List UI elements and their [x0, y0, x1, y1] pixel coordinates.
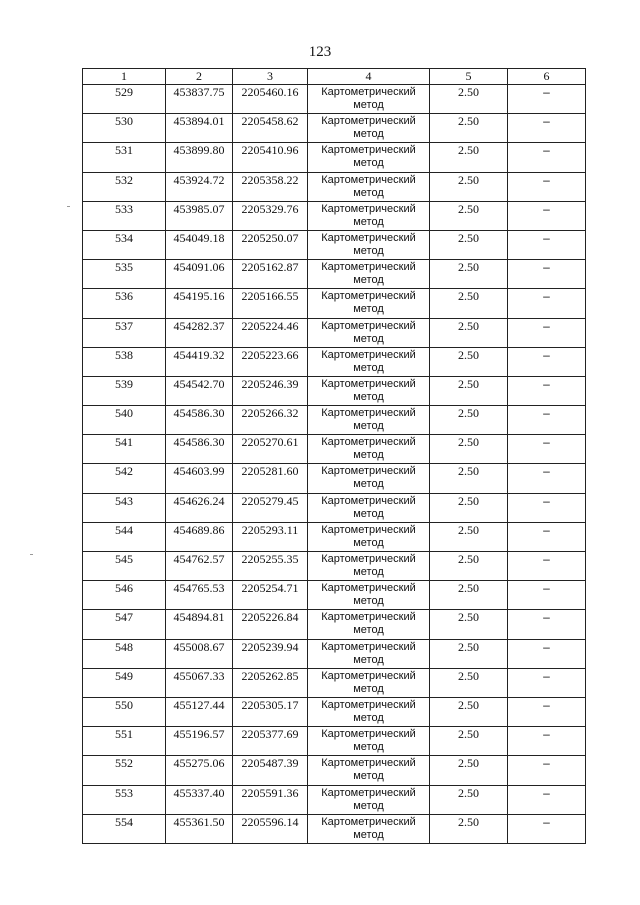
point-number-cell: 529	[83, 85, 166, 114]
point-number-cell: 551	[83, 727, 166, 756]
y-coordinate-cell: 2205410.96	[233, 143, 308, 172]
accuracy-cell: 2.50	[430, 143, 508, 172]
x-coordinate-cell: 454626.24	[166, 493, 233, 522]
method-cell: Картометрический метод	[308, 727, 430, 756]
x-coordinate-cell: 453924.72	[166, 172, 233, 201]
table-row	[83, 727, 586, 756]
x-coordinate-cell: 454195.16	[166, 289, 233, 318]
note-cell: –	[508, 201, 586, 230]
accuracy-cell: 2.50	[430, 639, 508, 668]
table-row	[83, 406, 586, 435]
note-cell: –	[508, 668, 586, 697]
note-cell: –	[508, 143, 586, 172]
table-row	[83, 318, 586, 347]
y-coordinate-cell: 2205460.16	[233, 85, 308, 114]
note-cell: –	[508, 347, 586, 376]
column-header: 1	[83, 69, 166, 85]
note-cell: –	[508, 114, 586, 143]
table-row	[83, 668, 586, 697]
y-coordinate-cell: 2205223.66	[233, 347, 308, 376]
method-cell: Картометрический метод	[308, 435, 430, 464]
note-cell: –	[508, 260, 586, 289]
accuracy-cell: 2.50	[430, 464, 508, 493]
scan-mark	[67, 206, 70, 207]
y-coordinate-cell: 2205255.35	[233, 552, 308, 581]
note-cell: –	[508, 85, 586, 114]
table-row	[83, 230, 586, 259]
note-cell: –	[508, 172, 586, 201]
y-coordinate-cell: 2205166.55	[233, 289, 308, 318]
table-row	[83, 756, 586, 785]
table-body	[83, 85, 586, 844]
method-cell: Картометрический метод	[308, 172, 430, 201]
point-number-cell: 538	[83, 347, 166, 376]
accuracy-cell: 2.50	[430, 552, 508, 581]
accuracy-cell: 2.50	[430, 201, 508, 230]
accuracy-cell: 2.50	[430, 376, 508, 405]
table-row	[83, 260, 586, 289]
point-number-cell: 542	[83, 464, 166, 493]
y-coordinate-cell: 2205270.61	[233, 435, 308, 464]
table-row	[83, 435, 586, 464]
y-coordinate-cell: 2205458.62	[233, 114, 308, 143]
accuracy-cell: 2.50	[430, 610, 508, 639]
table-row	[83, 552, 586, 581]
note-cell: –	[508, 464, 586, 493]
method-cell: Картометрический метод	[308, 493, 430, 522]
y-coordinate-cell: 2205250.07	[233, 230, 308, 259]
note-cell: –	[508, 552, 586, 581]
y-coordinate-cell: 2205224.46	[233, 318, 308, 347]
method-cell: Картометрический метод	[308, 639, 430, 668]
point-number-cell: 533	[83, 201, 166, 230]
note-cell: –	[508, 376, 586, 405]
note-cell: –	[508, 406, 586, 435]
table-row	[83, 785, 586, 814]
x-coordinate-cell: 455008.67	[166, 639, 233, 668]
accuracy-cell: 2.50	[430, 668, 508, 697]
table-row	[83, 697, 586, 726]
note-cell: –	[508, 697, 586, 726]
page-number: 123	[308, 44, 332, 60]
point-number-cell: 536	[83, 289, 166, 318]
method-cell: Картометрический метод	[308, 347, 430, 376]
x-coordinate-cell: 454762.57	[166, 552, 233, 581]
note-cell: –	[508, 610, 586, 639]
point-number-cell: 541	[83, 435, 166, 464]
accuracy-cell: 2.50	[430, 230, 508, 259]
method-cell: Картометрический метод	[308, 668, 430, 697]
column-header: 3	[233, 69, 308, 85]
point-number-cell: 534	[83, 230, 166, 259]
point-number-cell: 546	[83, 581, 166, 610]
x-coordinate-cell: 453894.01	[166, 114, 233, 143]
point-number-cell: 543	[83, 493, 166, 522]
x-coordinate-cell: 454586.30	[166, 406, 233, 435]
accuracy-cell: 2.50	[430, 85, 508, 114]
note-cell: –	[508, 493, 586, 522]
note-cell: –	[508, 289, 586, 318]
y-coordinate-cell: 2205239.94	[233, 639, 308, 668]
table-row	[83, 201, 586, 230]
method-cell: Картометрический метод	[308, 376, 430, 405]
table-row	[83, 376, 586, 405]
x-coordinate-cell: 454894.81	[166, 610, 233, 639]
y-coordinate-cell: 2205226.84	[233, 610, 308, 639]
table-row	[83, 639, 586, 668]
y-coordinate-cell: 2205305.17	[233, 697, 308, 726]
method-cell: Картометрический метод	[308, 785, 430, 814]
y-coordinate-cell: 2205279.45	[233, 493, 308, 522]
point-number-cell: 553	[83, 785, 166, 814]
y-coordinate-cell: 2205358.22	[233, 172, 308, 201]
y-coordinate-cell: 2205329.76	[233, 201, 308, 230]
x-coordinate-cell: 453837.75	[166, 85, 233, 114]
method-cell: Картометрический метод	[308, 230, 430, 259]
accuracy-cell: 2.50	[430, 114, 508, 143]
accuracy-cell: 2.50	[430, 785, 508, 814]
y-coordinate-cell: 2205487.39	[233, 756, 308, 785]
y-coordinate-cell: 2205246.39	[233, 376, 308, 405]
note-cell: –	[508, 639, 586, 668]
table-header-row	[83, 69, 586, 85]
y-coordinate-cell: 2205254.71	[233, 581, 308, 610]
x-coordinate-cell: 453985.07	[166, 201, 233, 230]
point-number-cell: 550	[83, 697, 166, 726]
x-coordinate-cell: 455067.33	[166, 668, 233, 697]
method-cell: Картометрический метод	[308, 114, 430, 143]
method-cell: Картометрический метод	[308, 406, 430, 435]
table-row	[83, 522, 586, 551]
scan-mark	[30, 554, 33, 555]
table-row	[83, 581, 586, 610]
note-cell: –	[508, 435, 586, 464]
x-coordinate-cell: 454689.86	[166, 522, 233, 551]
accuracy-cell: 2.50	[430, 697, 508, 726]
column-header: 2	[166, 69, 233, 85]
point-number-cell: 547	[83, 610, 166, 639]
y-coordinate-cell: 2205591.36	[233, 785, 308, 814]
method-cell: Картометрический метод	[308, 201, 430, 230]
point-number-cell: 548	[83, 639, 166, 668]
accuracy-cell: 2.50	[430, 435, 508, 464]
column-header: 6	[508, 69, 586, 85]
point-number-cell: 549	[83, 668, 166, 697]
accuracy-cell: 2.50	[430, 814, 508, 843]
point-number-cell: 540	[83, 406, 166, 435]
table-row	[83, 289, 586, 318]
accuracy-cell: 2.50	[430, 347, 508, 376]
method-cell: Картометрический метод	[308, 581, 430, 610]
accuracy-cell: 2.50	[430, 289, 508, 318]
method-cell: Картометрический метод	[308, 697, 430, 726]
method-cell: Картометрический метод	[308, 289, 430, 318]
y-coordinate-cell: 2205293.11	[233, 522, 308, 551]
accuracy-cell: 2.50	[430, 260, 508, 289]
note-cell: –	[508, 522, 586, 551]
table-row	[83, 814, 586, 843]
note-cell: –	[508, 581, 586, 610]
point-number-cell: 530	[83, 114, 166, 143]
point-number-cell: 532	[83, 172, 166, 201]
point-number-cell: 539	[83, 376, 166, 405]
table-row	[83, 464, 586, 493]
accuracy-cell: 2.50	[430, 493, 508, 522]
x-coordinate-cell: 454282.37	[166, 318, 233, 347]
accuracy-cell: 2.50	[430, 406, 508, 435]
table-row	[83, 347, 586, 376]
point-number-cell: 552	[83, 756, 166, 785]
x-coordinate-cell: 454049.18	[166, 230, 233, 259]
point-number-cell: 544	[83, 522, 166, 551]
x-coordinate-cell: 454419.32	[166, 347, 233, 376]
x-coordinate-cell: 453899.80	[166, 143, 233, 172]
point-number-cell: 545	[83, 552, 166, 581]
note-cell: –	[508, 785, 586, 814]
x-coordinate-cell: 455275.06	[166, 756, 233, 785]
table-row	[83, 493, 586, 522]
method-cell: Картометрический метод	[308, 143, 430, 172]
table-row	[83, 143, 586, 172]
method-cell: Картометрический метод	[308, 522, 430, 551]
accuracy-cell: 2.50	[430, 727, 508, 756]
x-coordinate-cell: 455337.40	[166, 785, 233, 814]
method-cell: Картометрический метод	[308, 814, 430, 843]
method-cell: Картометрический метод	[308, 552, 430, 581]
x-coordinate-cell: 455361.50	[166, 814, 233, 843]
column-header: 4	[308, 69, 430, 85]
x-coordinate-cell: 454542.70	[166, 376, 233, 405]
x-coordinate-cell: 454765.53	[166, 581, 233, 610]
column-header: 5	[430, 69, 508, 85]
y-coordinate-cell: 2205162.87	[233, 260, 308, 289]
table-row	[83, 85, 586, 114]
y-coordinate-cell: 2205377.69	[233, 727, 308, 756]
point-number-cell: 531	[83, 143, 166, 172]
note-cell: –	[508, 814, 586, 843]
x-coordinate-cell: 455127.44	[166, 697, 233, 726]
table-row	[83, 610, 586, 639]
note-cell: –	[508, 230, 586, 259]
y-coordinate-cell: 2205262.85	[233, 668, 308, 697]
accuracy-cell: 2.50	[430, 172, 508, 201]
note-cell: –	[508, 756, 586, 785]
point-number-cell: 537	[83, 318, 166, 347]
method-cell: Картометрический метод	[308, 260, 430, 289]
x-coordinate-cell: 455196.57	[166, 727, 233, 756]
x-coordinate-cell: 454586.30	[166, 435, 233, 464]
table-row	[83, 114, 586, 143]
point-number-cell: 535	[83, 260, 166, 289]
note-cell: –	[508, 318, 586, 347]
x-coordinate-cell: 454091.06	[166, 260, 233, 289]
y-coordinate-cell: 2205266.32	[233, 406, 308, 435]
x-coordinate-cell: 454603.99	[166, 464, 233, 493]
point-number-cell: 554	[83, 814, 166, 843]
method-cell: Картометрический метод	[308, 610, 430, 639]
method-cell: Картометрический метод	[308, 464, 430, 493]
y-coordinate-cell: 2205596.14	[233, 814, 308, 843]
note-cell: –	[508, 727, 586, 756]
accuracy-cell: 2.50	[430, 318, 508, 347]
accuracy-cell: 2.50	[430, 581, 508, 610]
y-coordinate-cell: 2205281.60	[233, 464, 308, 493]
accuracy-cell: 2.50	[430, 756, 508, 785]
method-cell: Картометрический метод	[308, 756, 430, 785]
accuracy-cell: 2.50	[430, 522, 508, 551]
method-cell: Картометрический метод	[308, 85, 430, 114]
table-row	[83, 172, 586, 201]
coordinates-table	[82, 68, 586, 844]
method-cell: Картометрический метод	[308, 318, 430, 347]
